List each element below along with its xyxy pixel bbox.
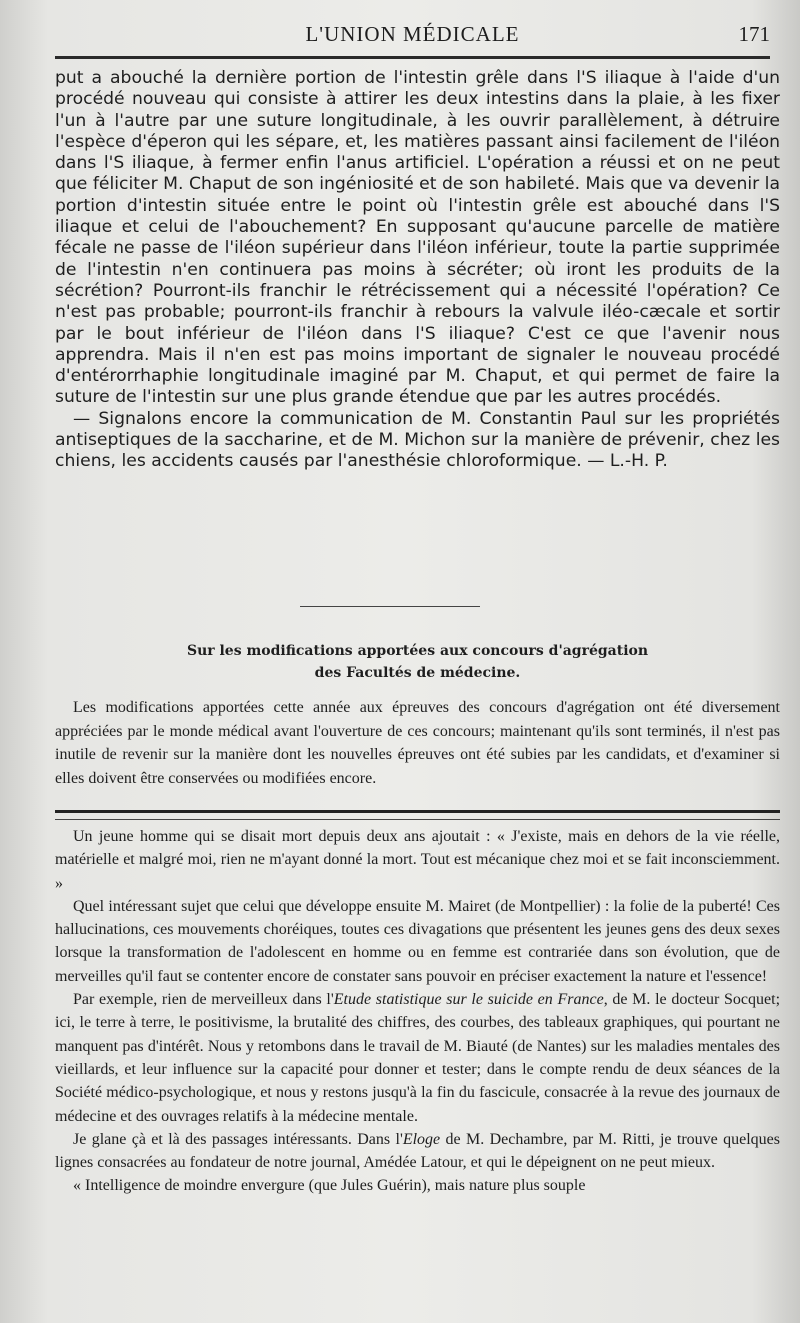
section-body [55, 696, 780, 790]
article-paragraph: — Signalons encore la communication de M. Constantin Paul sur les propriétés antiseptiques de la saccharine, et de M. Michon sur la manière de prévenir, chez les chiens, les accidents causés par l'anesthésie chloroformique. — L.-H. P. [55, 408, 780, 472]
section-divider [300, 606, 480, 607]
text-run: de M. Dechambre, par M. Ritti, je trouve quelques lignes consacrées au fondateur de notre journal, Amédée Latour, et qui le dépeignent on ne peut mieux. [55, 1130, 780, 1172]
article-paragraph: put a abouché la dernière portion de l'intestin grêle dans l'S iliaque à l'aide d'un procédé nouveau qui consiste à attirer les deux intestins dans la plaie, à les fixer l'un à l'autre par une suture longitudinale, à les ouvrir parallèlement, à détruire l'espèce d'éperon qui les sépare, et, les matières passant ainsi facilement de l'iléon dans l'S iliaque, à fermer enfin l'anus artificiel. L'opération a réussi et on ne peut que féliciter M. Chaput de son ingéniosité et de son habileté. Mais que va devenir la portion d'intestin située entre le point où l'intestin grêle est abouché dans l'S iliaque et celui de l'abouchement? En supposant qu'aucune parcelle de matière fécale ne passe de l'iléon supérieur dans l'iléon inférieur, toute la partie supprimée de l'intestin n'en continuera pas moins à sécréter; où iront les produits de la sécrétion? Pourront-ils franchir le rétrécissement qui a nécessité l'opération? Ce n'est pas probable; pourront-ils franchir à rebours la valvule iléo-cæcale et sortir par le bout inférieur de l'iléon dans l'S iliaque? C'est ce que l'avenir nous apprendra. Mais il n'en est pas moins important de signaler le nouveau procédé d'entérorrhaphie longitudinale imaginé par M. Chaput, et qui permet de faire la suture de l'intestin sur une plus grande étendue que par les autres procédés. [55, 68, 780, 408]
feuilleton-rule [55, 810, 780, 820]
text-run: Par exemple, rien de merveilleux dans l' [73, 991, 334, 1009]
text-run: , de M. le docteur Socquet; ici, le terre à terre, le positivisme, la brutalité des chiffres, des courbes, des tableaux graphiques, qui pourtant ne manquent pas d'intérêt. Nous y retombons dans le travail de M. Biauté (de Nantes) sur les maladies mentales des vieillards, et leur influence sur la capacité pour donner et tester; dans le compte rendu de deux séances de la Société médico-psychologique, et nous y restons jusqu'à la fin du fascicule, consacrée à la revue des journaux de médecine et des ouvrages relatifs à la médecine mentale. [55, 991, 781, 1125]
feuilleton-body [55, 825, 780, 1198]
italic-title: Eloge [402, 1130, 441, 1148]
text-run: Je glane çà et là des passages intéressants. Dans l' [73, 1130, 403, 1148]
section-title-line: des Facultés de médecine. [314, 665, 521, 681]
page-header [55, 18, 770, 52]
feuilleton-paragraph [55, 988, 780, 1128]
section-paragraph: Les modifications apportées cette année aux épreuves des concours d'agrégation ont été diversement appréciées par le monde médical avant l'ouverture de ces concours; maintenant qu'ils sont terminés, il n'est pas inutile de revenir sur la manière dont les nouvelles épreuves ont été subies par les candidats, et d'examiner si elles doivent être conservées ou modifiées encore. [55, 699, 780, 787]
header-rule [55, 56, 770, 59]
section-title-line: Sur les modifications apportées aux concours d'agrégation [186, 643, 649, 659]
feuilleton-paragraph: Quel intéressant sujet que celui que développe ensuite M. Mairet (de Montpellier) : la folie de la puberté! Ces hallucinations, ces mouvements choréiques, toutes ces divagations que présentent les jeunes gens des deux sexes lorsque la transformation de l'adolescent en homme ou en femme est contrariée dans son évolution, que de merveilles qu'il faut se contenter encore de constater sans pouvoir en préciser exactement la nature et l'essence! [55, 897, 780, 985]
page-number: 171 [738, 22, 770, 46]
feuilleton-paragraph: « Intelligence de moindre envergure (que Jules Guérin), mais nature plus souple [73, 1177, 586, 1195]
section-title [55, 640, 780, 684]
article-continuation [55, 68, 780, 473]
feuilleton-paragraph: Un jeune homme qui se disait mort depuis deux ans ajoutait : « J'existe, mais en dehors de la vie réelle, matérielle et malgré moi, rien ne m'ayant donné la mort. Tout est mécanique chez moi et se fait inconsciemment. » [55, 828, 780, 892]
italic-title: Etude statistique sur le suicide en France [333, 991, 604, 1009]
journal-title: L'UNION MÉDICALE [305, 22, 520, 46]
feuilleton-paragraph [55, 1128, 780, 1175]
